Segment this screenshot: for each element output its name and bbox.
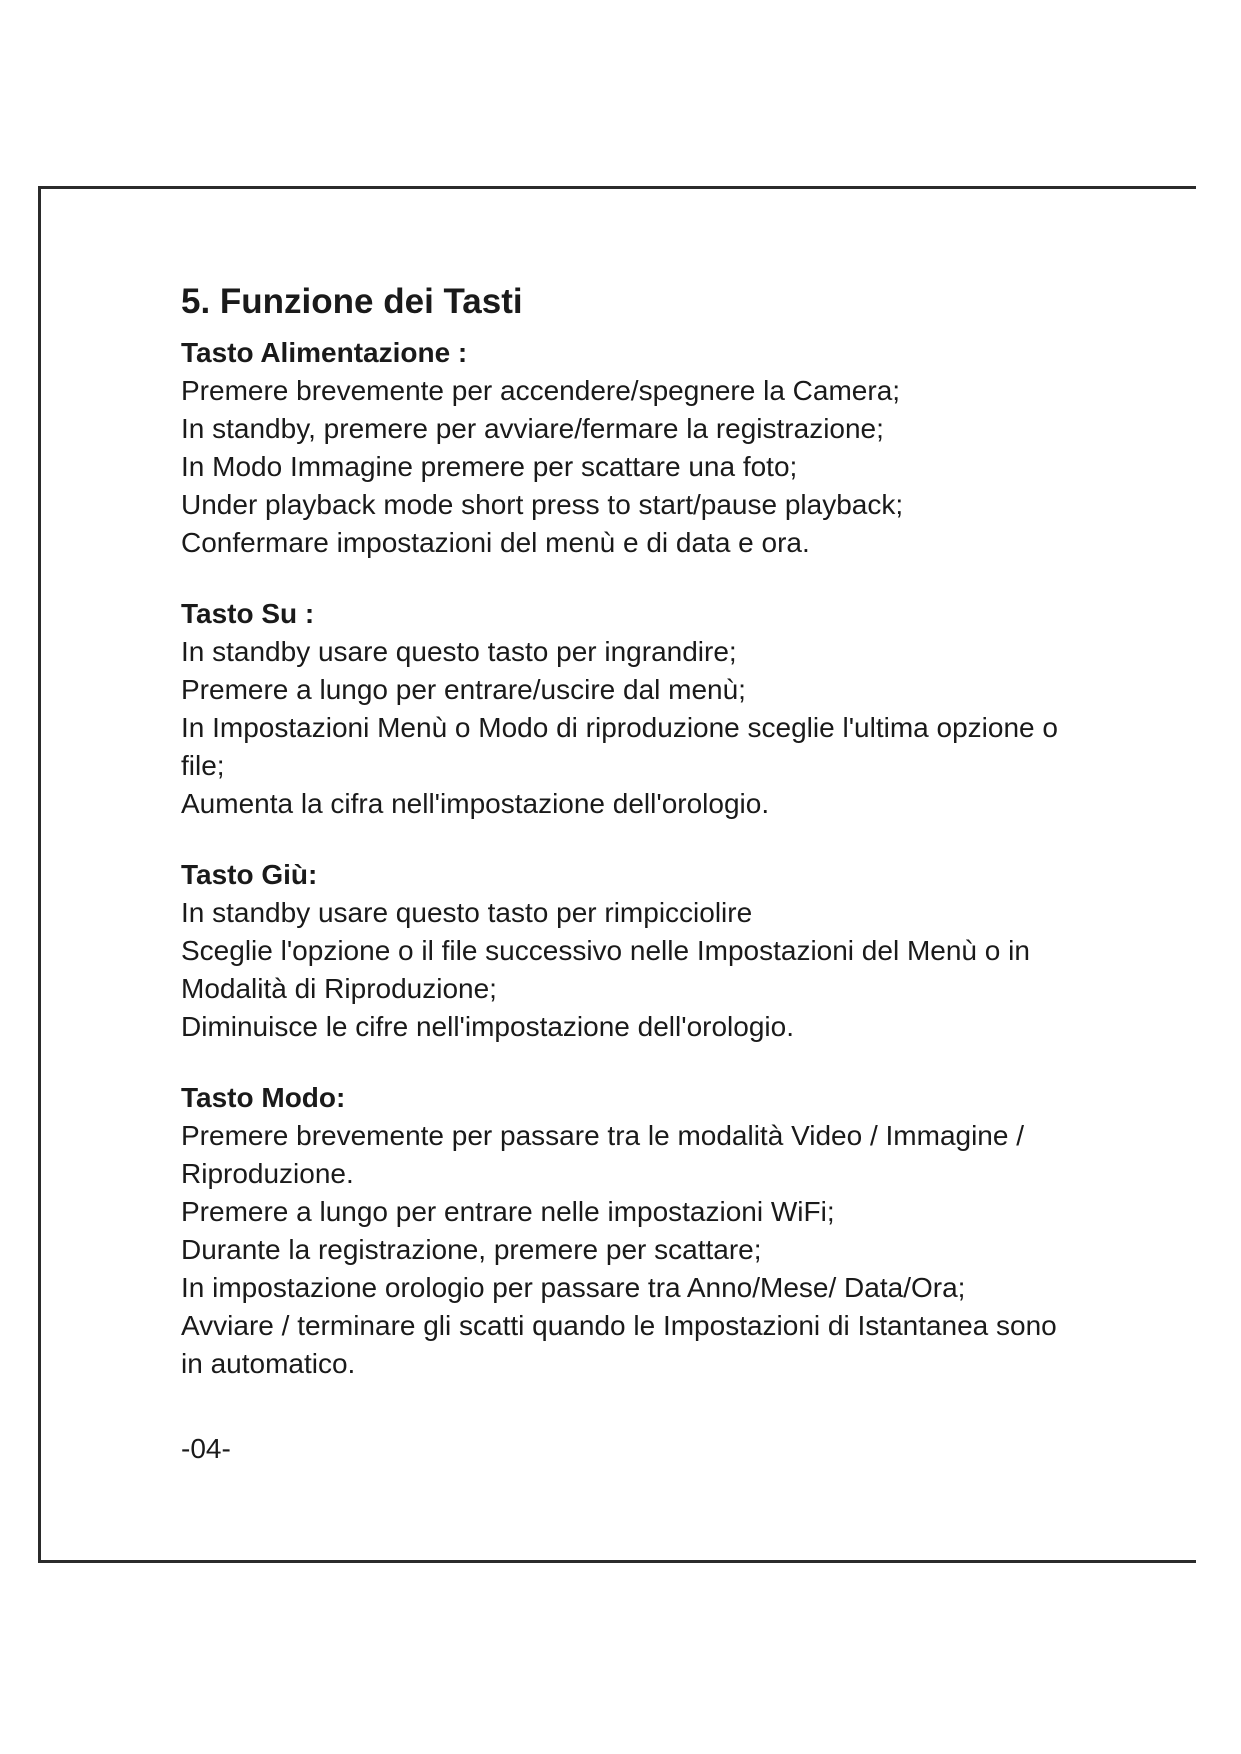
section-mode-button bbox=[181, 1079, 1161, 1383]
section-line: Under playback mode short press to start/pause playback; bbox=[181, 489, 904, 520]
section-power-button bbox=[181, 334, 1161, 562]
page-content bbox=[181, 276, 1161, 1416]
section-line: In impostazione orologio per passare tra Anno/Mese/ Data/Ora; bbox=[181, 1272, 966, 1303]
section-heading: Tasto Alimentazione : bbox=[181, 337, 468, 368]
section-line: Premere a lungo per entrare nelle impostazioni WiFi; bbox=[181, 1196, 835, 1227]
section-line: In standby, premere per avviare/fermare la registrazione; bbox=[181, 413, 884, 444]
section-up-button bbox=[181, 595, 1161, 823]
section-heading: Tasto Su : bbox=[181, 598, 315, 629]
section-line: in automatico. bbox=[181, 1348, 356, 1379]
section-line: In Modo Immagine premere per scattare una foto; bbox=[181, 451, 798, 482]
section-line: In Impostazioni Menù o Modo di riproduzione sceglie l'ultima opzione o bbox=[181, 712, 1058, 743]
section-line: Confermare impostazioni del menù e di data e ora. bbox=[181, 527, 810, 558]
section-line: Diminuisce le cifre nell'impostazione dell'orologio. bbox=[181, 1011, 794, 1042]
section-line: file; bbox=[181, 750, 225, 781]
section-heading: Tasto Modo: bbox=[181, 1082, 346, 1113]
section-line: Premere brevemente per accendere/spegnere la Camera; bbox=[181, 375, 901, 406]
section-line: Premere a lungo per entrare/uscire dal menù; bbox=[181, 674, 746, 705]
section-heading: Tasto Giù: bbox=[181, 859, 318, 890]
section-line: Avviare / terminare gli scatti quando le Impostazioni di Istantanea sono bbox=[181, 1310, 1057, 1341]
section-line: Sceglie l'opzione o il file successivo nelle Impostazioni del Menù o in bbox=[181, 935, 1030, 966]
section-line: Modalità di Riproduzione; bbox=[181, 973, 497, 1004]
section-line: Premere brevemente per passare tra le modalità Video / Immagine / bbox=[181, 1120, 1025, 1151]
page-title: 5. Funzione dei Tasti bbox=[181, 282, 523, 321]
section-line: In standby usare questo tasto per ingrandire; bbox=[181, 636, 737, 667]
page-number: -04- bbox=[181, 1433, 231, 1464]
section-line: Aumenta la cifra nell'impostazione dell'orologio. bbox=[181, 788, 770, 819]
section-line: Durante la registrazione, premere per scattare; bbox=[181, 1234, 762, 1265]
section-down-button bbox=[181, 856, 1161, 1046]
section-line: In standby usare questo tasto per rimpicciolire bbox=[181, 897, 753, 928]
section-line: Riproduzione. bbox=[181, 1158, 354, 1189]
